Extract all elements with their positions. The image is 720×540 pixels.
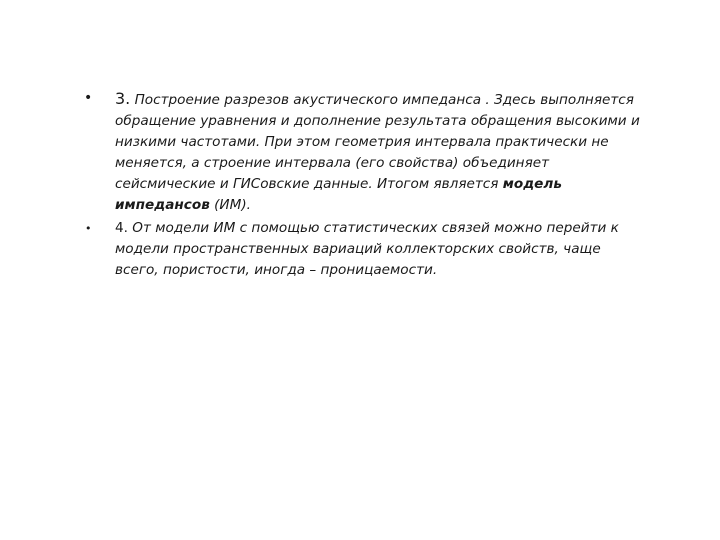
bullet-marker: • xyxy=(85,222,92,235)
step-number: 4. xyxy=(115,220,128,236)
step-text: Построение разрезов акустического импеданса . Здесь выполняется обращение уравнения и дополнение результата обращения высокими и низкими частотами. При этом геометрия интервала практически не меняется, а строение интервала (его свойства) объединяет сейсмические и ГИСовские данные. Итогом является xyxy=(115,92,640,192)
step-text: От модели ИМ с помощью статистических связей можно перейти к модели пространственных вариаций коллекторских свойств, чаще всего, пористости, иногда – проницаемости. xyxy=(115,220,619,278)
emphasized-term: модель импедансов xyxy=(115,176,562,213)
bullet-item-step-3 xyxy=(84,88,644,216)
bullet-list xyxy=(84,88,644,283)
bullet-item-step-4 xyxy=(84,218,644,281)
bullet-marker: • xyxy=(84,90,93,106)
step-number: 3. xyxy=(115,89,131,108)
step-text-end: (ИМ). xyxy=(209,197,251,213)
